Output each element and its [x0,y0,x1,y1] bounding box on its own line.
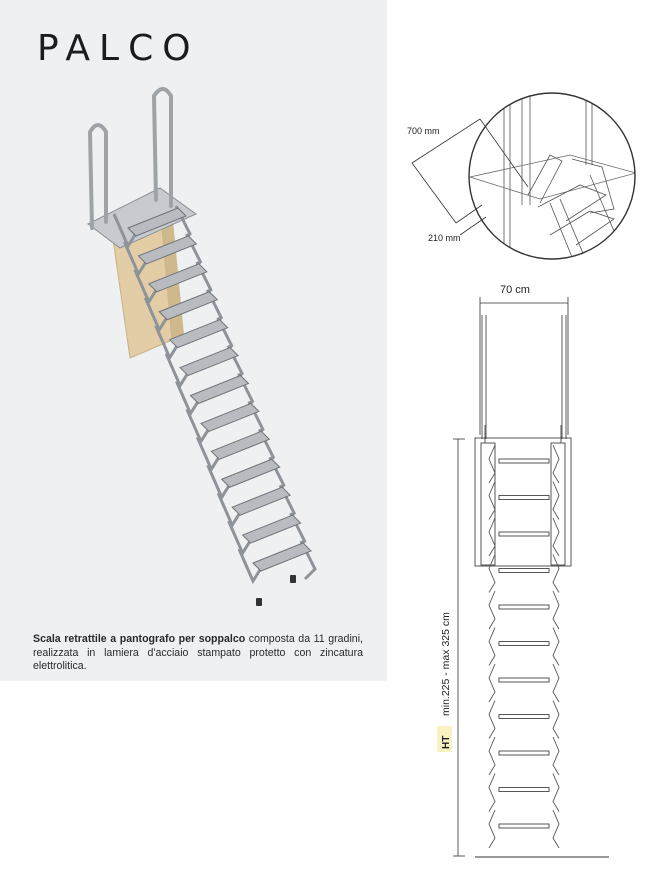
front-pantograph-left [489,628,495,666]
height-dimension [453,439,465,856]
detail-dimension-drawing [400,95,630,275]
stair-tread [180,348,238,376]
front-pantograph-right [553,555,559,593]
stair-tread [191,376,249,404]
front-pantograph-right [553,628,559,666]
front-pantograph-left [489,555,495,593]
front-elevation-drawing [425,275,645,875]
stair-render [0,0,387,681]
front-step [499,715,549,719]
front-pantograph-right [553,482,559,520]
front-pantograph-left [489,445,495,483]
front-width-label: 70 cm [500,284,530,296]
stair-tread [232,487,290,515]
front-step [499,605,549,609]
front-pantograph-left [489,810,495,848]
front-pantograph-right [553,737,559,775]
front-step [499,678,549,682]
front-pantograph-right [553,774,559,812]
stair-tread [211,431,269,459]
front-step [499,569,549,573]
front-pantograph-left [489,701,495,739]
stair-treads-render [114,206,315,581]
front-pantograph-left [489,664,495,702]
front-step [499,532,549,536]
detail-circle-content [470,95,636,275]
product-title: PALCO [37,28,200,69]
front-handrails [482,315,566,439]
front-step [499,751,549,755]
stair-tread [253,543,311,571]
front-pantograph-right [553,591,559,629]
detail-width-label: 700 mm [407,126,440,136]
front-step [499,788,549,792]
front-pantograph-left [489,774,495,812]
front-pantograph-left [489,518,495,556]
front-step [499,642,549,646]
front-height-label: min.225 - max 325 cm [440,612,452,716]
front-stair-steps [489,445,559,848]
front-step [499,824,549,828]
stair-tread [201,403,259,431]
front-step [499,496,549,500]
stair-tread [222,459,280,487]
product-photo-panel [0,0,387,681]
stair-tread [243,515,301,543]
front-pantograph-right [553,445,559,483]
description-bold: Scala retrattile a pantografo per soppalco [33,633,246,645]
front-pantograph-left [489,591,495,629]
description-text: composta da 11 gradini, realizzata in lamiera d'acciaio stampato protetto con zincatura elettrolitica. [33,633,363,672]
front-pantograph-right [553,701,559,739]
front-pantograph-right [553,518,559,556]
detail-depth-label: 210 mm [428,233,461,243]
front-pantograph-left [489,737,495,775]
width-dimension [480,297,568,435]
front-pantograph-right [553,810,559,848]
front-ht-label: HT [441,735,452,749]
stair-feet [256,575,296,606]
product-description [33,633,363,674]
front-pantograph-left [489,482,495,520]
front-pantograph-right [553,664,559,702]
front-step [499,459,549,463]
